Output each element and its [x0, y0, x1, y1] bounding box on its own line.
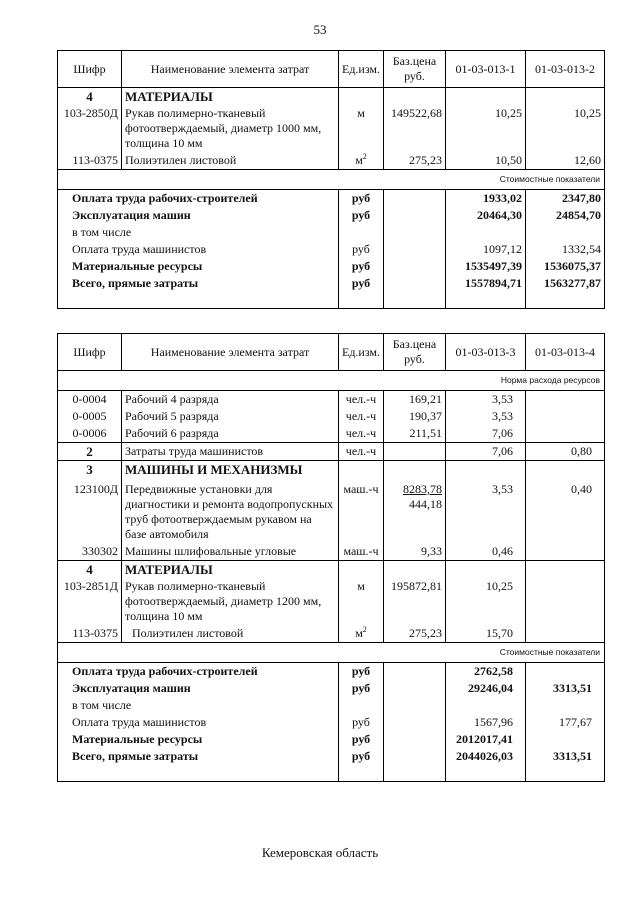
section-row: 4 МАТЕРИАЛЫ [58, 561, 605, 579]
table-row: 103-2851Д Рукав полимерно-тканевый фотоотверждаемый, диаметр 1200 мм, толщина 10 мм м 195872,81 10,25 [58, 578, 605, 625]
summary-row: в том числе [58, 697, 605, 714]
table-row: 113-0375 Полиэтилен листовой $м^2$ 275,23 15,70 [58, 625, 605, 643]
norm-row: Норма расхода ресурсов [58, 371, 605, 391]
page-number: 53 [313, 22, 327, 37]
table-row: 330302 Машины шлифовальные угловые маш.-ч 9,33 0,46 [58, 543, 605, 561]
header-name: Наименование элемента затрат [122, 334, 339, 371]
header-code: Шифр [58, 334, 122, 371]
summary-row: Эксплуатация машин руб 20464,30 24854,70 [58, 207, 605, 224]
footer-region: Кемеровская область [261, 845, 379, 860]
header-price: Баз.цена руб. [384, 51, 446, 88]
summary-row: Материальные ресурсы руб 2012017,41 [58, 731, 605, 748]
table-row: 123100Д Передвижные установки для диагностики и ремонта водопропускных труб фотоотверждаемым рукавом на базе автомобиля маш.-ч 8283,78 444,18 3,53 0,40 [58, 478, 605, 543]
header-col2: 01-03-013-2 [526, 51, 605, 88]
table-row: 103-2850Д Рукав полимерно-тканевый фотоотверждаемый, диаметр 1000 мм, толщина 10 мм м 149522,68 10,25 10,25 [58, 105, 605, 152]
table-row: 113-0375 Полиэтилен листовой $м^2$ 275,23 10,50 12,60 [58, 152, 605, 170]
indicators-row: Стоимостные показатели [58, 643, 605, 663]
table-row: 0-0004 Рабочий 4 разряда чел.-ч 169,21 3,53 [58, 391, 605, 409]
table-header [58, 334, 605, 371]
section-row: 3 МАШИНЫ И МЕХАНИЗМЫ [58, 461, 605, 479]
header-col1: 01-03-013-1 [446, 51, 526, 88]
table-header [58, 51, 605, 88]
header-col1: 01-03-013-3 [446, 334, 526, 371]
header-unit: Ед.изм. [339, 51, 384, 88]
summary-row: в том числе [58, 224, 605, 241]
indicators-row: Стоимостные показатели [58, 170, 605, 190]
section-row [58, 88, 605, 106]
cost-table-1 [57, 50, 605, 309]
section-num: 4 [58, 88, 122, 106]
summary-row: Оплата труда машинистов руб 1097,12 1332,54 [58, 241, 605, 258]
header-name: Наименование элемента затрат [122, 51, 339, 88]
section-title: МАТЕРИАЛЫ [122, 88, 339, 106]
summary-row: Эксплуатация машин руб 29246,04 3313,51 [58, 680, 605, 697]
table-row: 0-0006 Рабочий 6 разряда чел.-ч 211,51 7,06 [58, 425, 605, 443]
cost-table-2 [57, 333, 605, 782]
summary-row: Всего, прямые затраты руб 2044026,03 3313,51 [58, 748, 605, 765]
summary-row: Оплата труда рабочих-строителей руб 1933,02 2347,80 [58, 190, 605, 208]
summary-row: Материальные ресурсы руб 1535497,39 1536075,37 [58, 258, 605, 275]
header-col2: 01-03-013-4 [526, 334, 605, 371]
summary-row: Всего, прямые затраты руб 1557894,71 1563277,87 [58, 275, 605, 292]
header-unit: Ед.изм. [339, 334, 384, 371]
machinists-row: 2 Затраты труда машинистов чел.-ч 7,06 0,80 [58, 443, 605, 461]
table-row: 0-0005 Рабочий 5 разряда чел.-ч 190,37 3,53 [58, 408, 605, 425]
header-price: Баз.цена руб. [384, 334, 446, 371]
header-code: Шифр [58, 51, 122, 88]
summary-row: Оплата труда машинистов руб 1567,96 177,67 [58, 714, 605, 731]
summary-row: Оплата труда рабочих-строителей руб 2762,58 [58, 663, 605, 681]
